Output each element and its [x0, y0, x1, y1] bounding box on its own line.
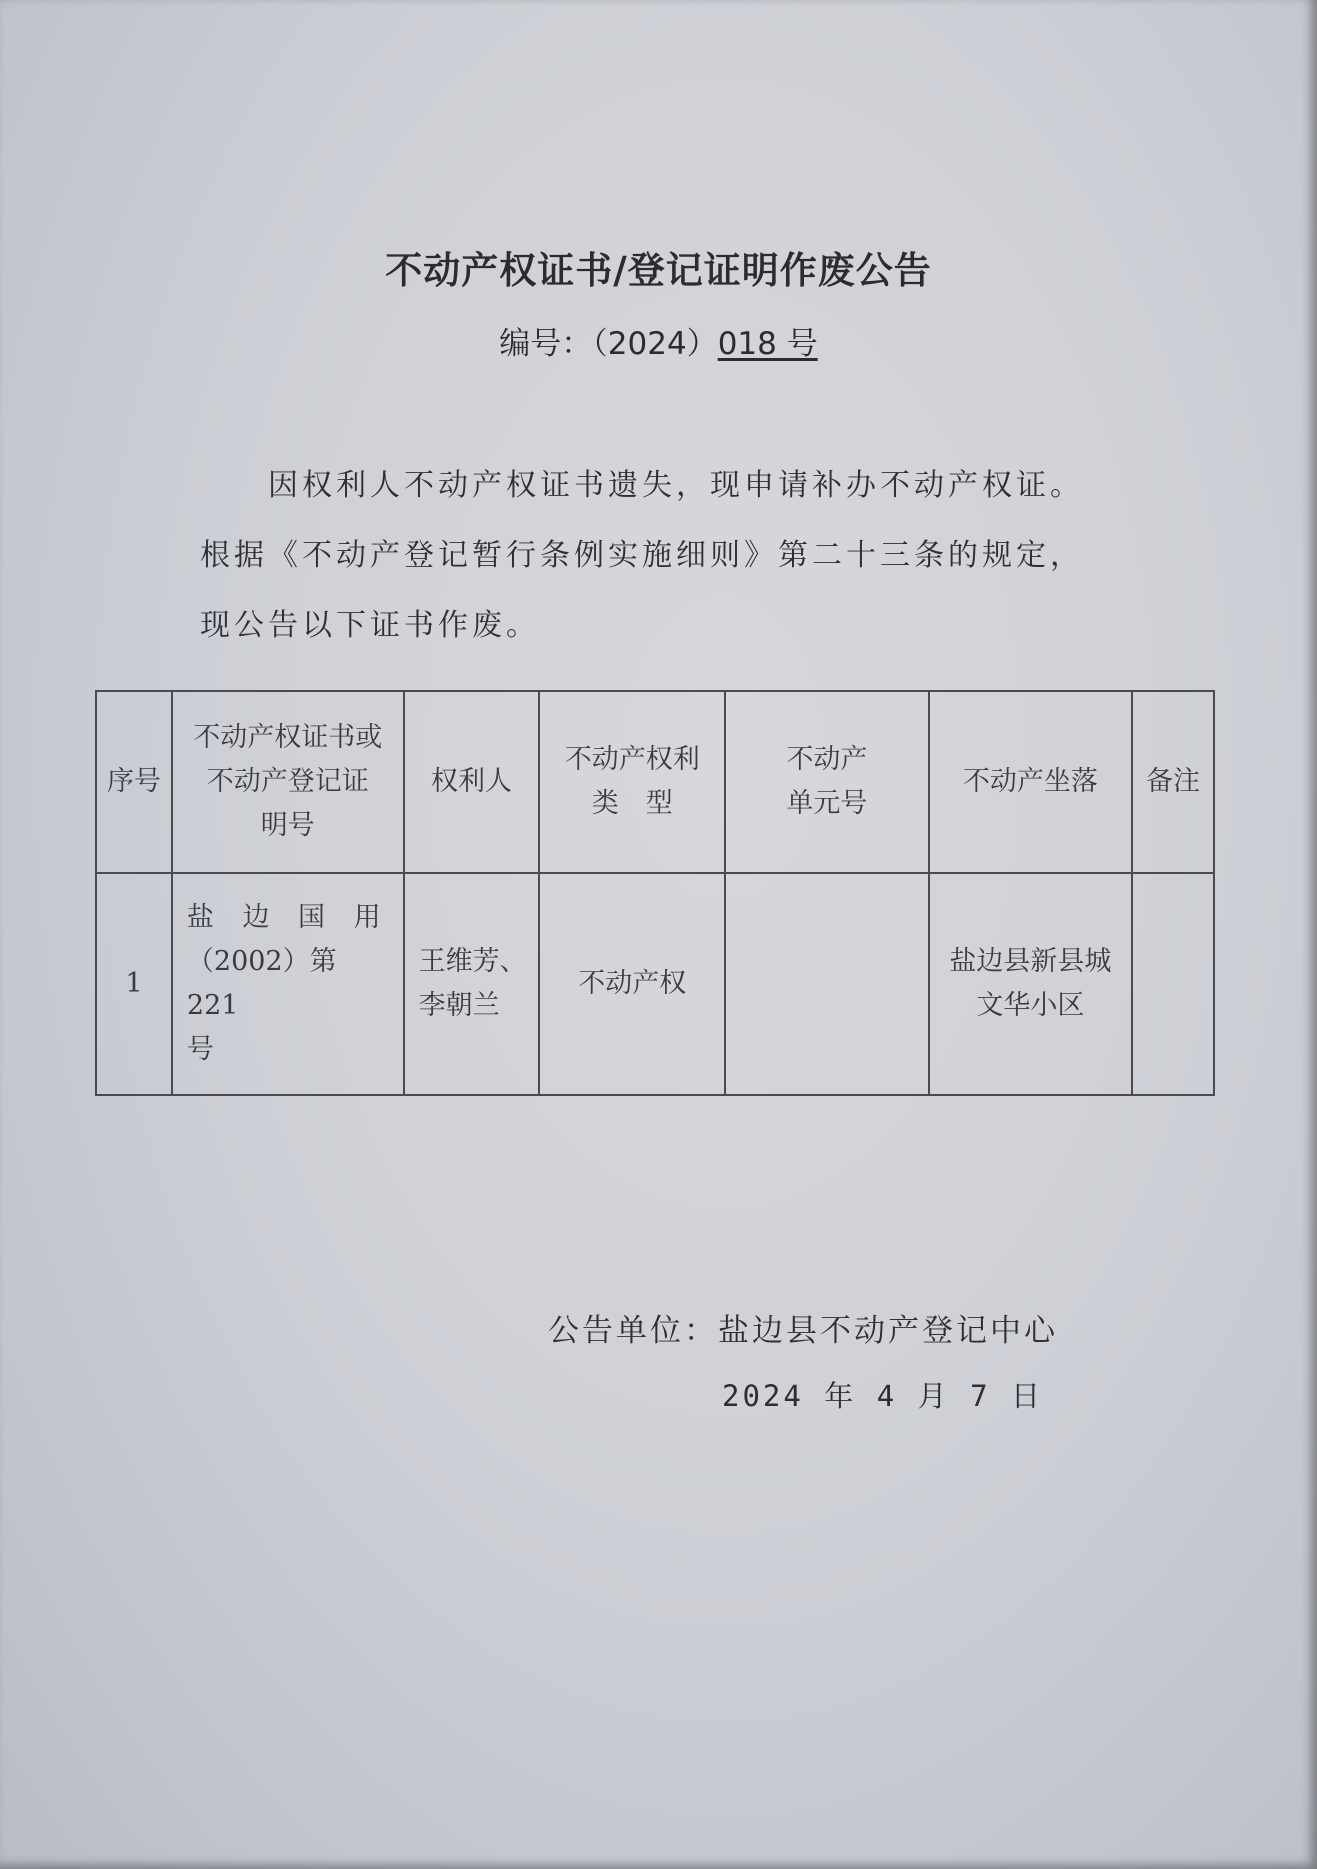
issuing-unit: 公告单位：盐边县不动产登记中心 [548, 1313, 1058, 1349]
header-cert-no-line-2: 不动产登记证 [206, 766, 369, 797]
cell-location-line-1: 盐边县新县城 [949, 946, 1112, 977]
table-row [96, 873, 1214, 1095]
cell-cert-no [172, 873, 404, 1095]
header-unit-no-line-2: 单元号 [786, 788, 868, 819]
cell-owner [404, 873, 540, 1095]
void-certificate-table [95, 690, 1215, 1096]
header-right-type-line-1: 不动产权利 [564, 744, 700, 775]
document-number-prefix: 编号：（2024） [499, 326, 718, 362]
document-number-value: 018 号 [717, 326, 818, 362]
header-right-type [539, 691, 725, 873]
cell-location-line-2: 文华小区 [976, 990, 1085, 1021]
cell-owner-line-2: 李朝兰 [418, 990, 500, 1021]
header-seq: 序号 [96, 691, 172, 873]
header-unit-no-line-1: 不动产 [786, 744, 868, 775]
notice-title: 不动产权证书/登记证明作废公告 [385, 248, 932, 292]
issue-date: 2024 年 4 月 7 日 [722, 1379, 1044, 1413]
cell-cert-no-line-1: 盐 边 国 用 [186, 902, 391, 933]
body-paragraph-line-1: 因权利人不动产权证书遗失，现申请补办不动产权证。 [268, 468, 1084, 503]
header-location: 不动产坐落 [929, 691, 1133, 873]
cell-location [929, 873, 1133, 1095]
header-remarks: 备注 [1132, 691, 1214, 873]
header-cert-no-line-3: 明号 [260, 810, 315, 841]
header-right-type-line-2: 类 型 [591, 788, 673, 819]
header-owner: 权利人 [404, 691, 540, 873]
body-paragraph-line-2: 根据《不动产登记暂行条例实施细则》第二十三条的规定， [200, 538, 1084, 573]
body-paragraph-line-3: 现公告以下证书作废。 [200, 608, 540, 643]
document-number [0, 318, 1317, 363]
cell-unit-no [725, 873, 929, 1095]
header-cert-no [172, 691, 404, 873]
header-cert-no-line-1: 不动产权证书或 [193, 722, 383, 753]
cell-owner-line-1: 王维芳、 [418, 946, 527, 977]
cell-cert-no-line-3: 号 [186, 1034, 214, 1065]
cell-right-type: 不动产权 [539, 873, 725, 1095]
header-unit-no [725, 691, 929, 873]
cell-cert-no-line-2: （2002）第 221 [186, 946, 337, 1021]
cell-seq: 1 [96, 873, 172, 1095]
table-header-row [96, 691, 1214, 873]
cell-remarks [1132, 873, 1214, 1095]
